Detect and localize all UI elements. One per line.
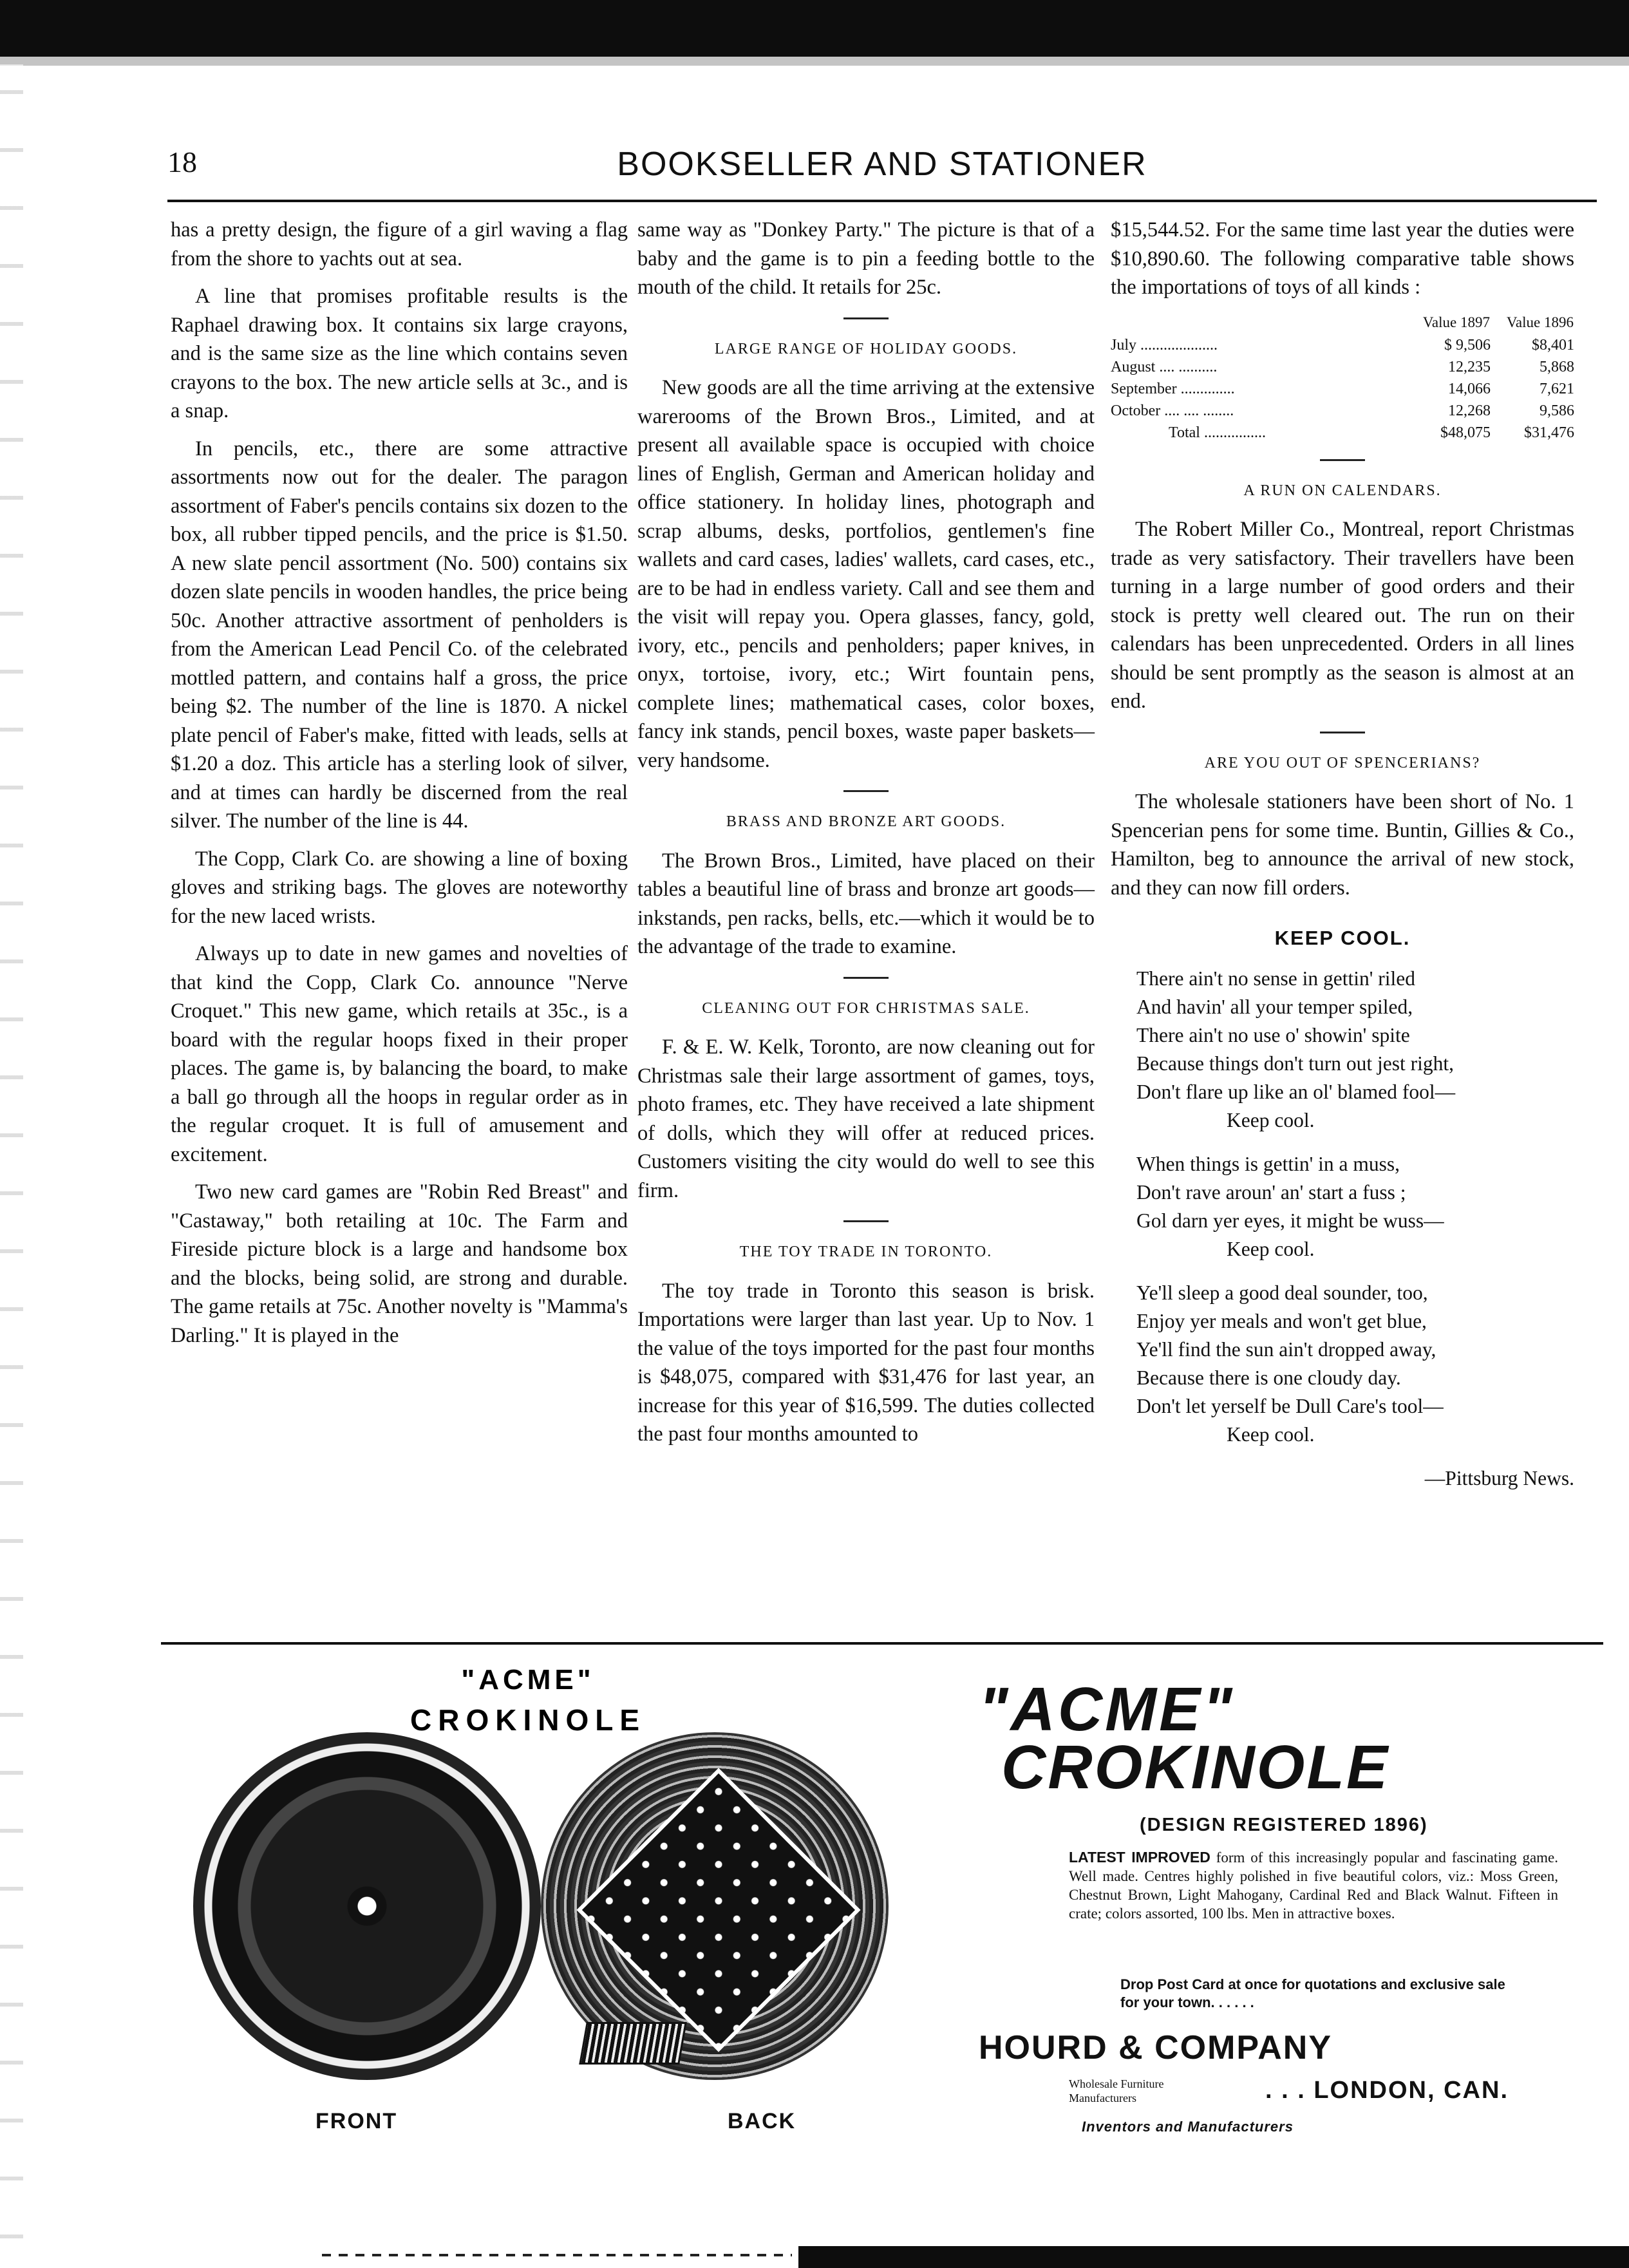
table-cell: 14,066 [1448, 380, 1491, 397]
poem-refrain: Keep cool. [1227, 1108, 1315, 1131]
poem-line: Because there is one cloudy day. [1136, 1366, 1401, 1389]
poem-stanza [1136, 1279, 1574, 1449]
table-cell: 5,868 [1540, 358, 1574, 375]
table-row [1111, 378, 1574, 400]
table-cell: July .................... [1111, 336, 1218, 354]
column-header: Value 1896 [1506, 314, 1574, 330]
table-row [1111, 334, 1574, 356]
scan-bottom-dashes [322, 2254, 792, 2256]
paragraph: has a pretty design, the figure of a girl waving a flag from the shore to yachts out at sea. [171, 218, 628, 270]
scan-top-border [0, 0, 1629, 57]
poem-refrain: Keep cool. [1227, 1237, 1315, 1260]
paragraph: The wholesale stationers have been short of No. 1 Spencerian pens for some time. Buntin, Gillies & Co., Hamilton, beg to announce the arrival of new stock, and they can now fill orders. [1111, 790, 1574, 900]
poem-attribution: —Pittsburg News. [1424, 1466, 1574, 1489]
section-rule [1320, 732, 1365, 733]
scan-bottom-border [798, 2246, 1629, 2268]
scan-left-edge [0, 64, 23, 2268]
table-cell: 7,621 [1540, 380, 1574, 397]
ad-wholesale-line: Manufacturers [1069, 2092, 1136, 2104]
section-rule [1320, 459, 1365, 461]
paragraph: In pencils, etc., there are some attractive assortments now out for the dealer. The paragon assortment of Faber's pencils contains six dozen to the box, all rubber tipped pencils, and the price is $1.50. A new slate pencil assortment (No. 500) contains six dozen slate pencils in wooden handles, the price being 50c. Another attractive assortment of penholders is from the American Lead Pencil Co. of the celebrated mottled pattern, and contains half a gross, the price being $2. The number of the line is 1870. A nickel plate pencil of Faber's make, fitted with leads, sells at $1.20 a doz. This article has a sterling look of silver, and at times can hardly be discerned from the real silver. The number of the line is 44. [171, 437, 628, 833]
poem-stanza [1136, 1150, 1574, 1263]
table-row [1111, 356, 1574, 378]
table-cell: 12,235 [1448, 358, 1491, 375]
ad-inventors: Inventors and Manufacturers [1082, 2119, 1294, 2135]
crokinole-peg-box [579, 2022, 687, 2065]
poem-line: There ain't no sense in gettin' riled [1136, 967, 1415, 990]
section-heading: THE TOY TRADE IN TORONTO. [739, 1243, 993, 1260]
back-label: BACK [728, 2109, 796, 2133]
paragraph: A line that promises profitable results is the Raphael drawing box. It contains six large crayons, and is the same size as the line which contains seven crayons to the box. The new article sells at 3c., and is a snap. [171, 285, 628, 422]
table-cell: $8,401 [1532, 336, 1574, 354]
table-cell: $31,476 [1524, 424, 1574, 441]
column-1 [171, 216, 628, 1359]
ad-wholesale-line: Wholesale Furniture [1069, 2077, 1164, 2090]
poem-line: Don't flare up like an ol' blamed fool— [1136, 1080, 1456, 1103]
poem-stanza [1136, 965, 1574, 1135]
section-rule [843, 790, 889, 792]
table-cell: August .... .......... [1111, 358, 1218, 375]
arc-line-1: "ACME" [461, 1664, 595, 1696]
paragraph: same way as "Donkey Party." The picture is that of a baby and the game is to pin a feeding bottle to the mouth of the child. It retails for 25c. [637, 218, 1095, 299]
scan-top-shadow [0, 57, 1629, 66]
poem-line: Enjoy yer meals and won't get blue, [1136, 1309, 1427, 1332]
paragraph: New goods are all the time arriving at the extensive warerooms of the Brown Bros., Limited, and at present all available space is occupied with choice lines of English, German and American holiday and office stationery. In holiday lines, photograph and scrap albums, desks, portfolios, gentlemen's fine wallets and card cases, ladies' wallets, card cases, etc., are to be had in endless variety. Call and see them and the visit will repay you. Opera glasses, fancy, gold, ivory, etc., pencils and penholders; paper knives, in onyx, tortoise, ivory, etc.; Wirt fountain pens, complete lines; mathematical cases, color boxes, fancy ink stands, pencil boxes, waste paper baskets—very handsome. [637, 376, 1095, 772]
paragraph: Two new card games are "Robin Red Breast" and "Castaway," both retailing at 10c. The Farm and Fireside picture block is a large and handsome box and the blocks, being solid, are strong and durable. The game retails at 75c. Another novelty is "Mamma's Darling." It is played in the [171, 1180, 628, 1347]
table-header-row [1111, 311, 1574, 334]
section-heading: LARGE RANGE OF HOLIDAY GOODS. [714, 340, 1018, 357]
section-heading: ARE YOU OUT OF SPENCERIANS? [1204, 754, 1481, 771]
ad-subtitle: (DESIGN REGISTERED 1896) [1140, 1815, 1428, 1835]
table-total-row [1111, 422, 1574, 444]
table-row [1111, 400, 1574, 422]
poem-line: Don't let yerself be Dull Care's tool— [1136, 1394, 1444, 1417]
poem-line: Ye'll sleep a good deal sounder, too, [1136, 1281, 1428, 1304]
poem-title: KEEP COOL. [1274, 927, 1411, 949]
poem-line: There ain't no use o' showin' spite [1136, 1023, 1410, 1046]
table-cell: 9,586 [1540, 402, 1574, 419]
advertisement-rule [161, 1642, 1603, 1645]
table-cell: October .... .... ........ [1111, 402, 1234, 419]
board-back-diamond-pattern [576, 1768, 860, 2052]
section-heading: A RUN ON CALENDARS. [1243, 482, 1442, 499]
poem-line: And havin' all your temper spiled, [1136, 995, 1413, 1018]
paragraph: The Brown Bros., Limited, have placed on their tables a beautiful line of brass and bronze art goods—inkstands, pen racks, bells, etc.—which it would be to the advantage of the trade to examine. [637, 849, 1095, 958]
acme-crokinole-arc-title [361, 1658, 695, 1742]
ad-lead: LATEST IMPROVED [1069, 1849, 1210, 1866]
section-heading: CLEANING OUT FOR CHRISTMAS SALE. [702, 999, 1030, 1017]
ad-description: form of this increasingly popular and fascinating game. Well made. Centres highly polished in five beautiful colors, viz.: Moss Green, Chestnut Brown, Light Mahogany, Cardinal Red and Black Walnut. Fifteen in crate; colors assorted, 100 lbs. Men in attractive boxes. [1069, 1849, 1559, 1922]
paragraph: The Copp, Clark Co. are showing a line of boxing gloves and striking bags. The gloves are noteworthy for the new laced wrists. [171, 847, 628, 928]
front-label: FRONT [315, 2109, 398, 2133]
ad-company-name: HOURD & COMPANY [979, 2029, 1333, 2066]
table-cell: $ 9,506 [1444, 336, 1491, 354]
table-cell: 12,268 [1448, 402, 1491, 419]
header-rule [167, 200, 1597, 202]
toy-import-table [1111, 311, 1574, 444]
running-title: BOOKSELLER AND STATIONER [617, 146, 1147, 183]
poem-line: Gol darn yer eyes, it might be wuss— [1136, 1209, 1444, 1232]
poem-refrain: Keep cool. [1227, 1422, 1315, 1446]
ad-call-to-action: Drop Post Card at once for quotations and exclusive sale for your town. . . . . . [1120, 1976, 1505, 2010]
table-cell: September .............. [1111, 380, 1235, 397]
paragraph: The Robert Miller Co., Montreal, report Christmas trade as very satisfactory. Their travellers have been turning in a large number of good orders and their stock is pretty well cleared out. The run on their calendars has been unprecedented. Orders in all lines should be sent promptly as the season is almost at an end. [1111, 518, 1574, 713]
arc-line-2: CROKINOLE [410, 1703, 646, 1737]
table-cell: Total ................ [1169, 424, 1266, 441]
section-heading: BRASS AND BRONZE ART GOODS. [726, 813, 1006, 830]
poem-line: Because things don't turn out jest right, [1136, 1052, 1454, 1075]
column-3 [1111, 216, 1574, 1493]
page-number: 18 [167, 146, 197, 178]
table-cell: $48,075 [1440, 424, 1491, 441]
paragraph: F. & E. W. Kelk, Toronto, are now cleaning out for Christmas sale their large assortment of games, toys, photo frames, etc. They have received a late shipment of dolls, which they will offer at reduced prices. Customers visiting the city would do well to see this firm. [637, 1035, 1095, 1202]
page-header [167, 145, 1597, 190]
paragraph: $15,544.52. For the same time last year the duties were $10,890.60. The following comparative table shows the importations of toys of all kinds : [1111, 218, 1574, 299]
section-rule [843, 977, 889, 979]
column-2 [637, 216, 1095, 1458]
ad-body [1069, 1848, 1558, 1923]
ad-title-crokinole: CROKINOLE [1001, 1733, 1389, 1802]
ad-title: "ACME" [979, 1675, 1235, 1744]
section-rule [843, 317, 889, 319]
ad-wholesale-note [1069, 2077, 1163, 2105]
poem-line: Don't rave aroun' an' start a fuss ; [1136, 1180, 1406, 1204]
section-rule [843, 1220, 889, 1222]
ad-city: . . . LONDON, CAN. [1265, 2077, 1509, 2104]
crokinole-board-front [193, 1732, 541, 2080]
poem-line: When things is gettin' in a muss, [1136, 1152, 1400, 1175]
paragraph: Always up to date in new games and novelties of that kind the Copp, Clark Co. announce "Nerve Croquet." This new game, which retails at 35c., is a board with the regular hoops fixed in their proper places. The game is, by balancing the board, to make a ball go through all the hoops in regular order as in the regular croquet. It is full of amusement and excitement. [171, 942, 628, 1166]
poem-line: Ye'll find the sun ain't dropped away, [1136, 1337, 1436, 1361]
paragraph: The toy trade in Toronto this season is brisk. Importations were larger than last year. Up to Nov. 1 the value of the toys imported for the past four months is $48,075, compared with $31,476 for last year, an increase for this year of $16,599. The duties collected the past four months amounted to [637, 1279, 1095, 1446]
column-header: Value 1897 [1422, 314, 1490, 330]
